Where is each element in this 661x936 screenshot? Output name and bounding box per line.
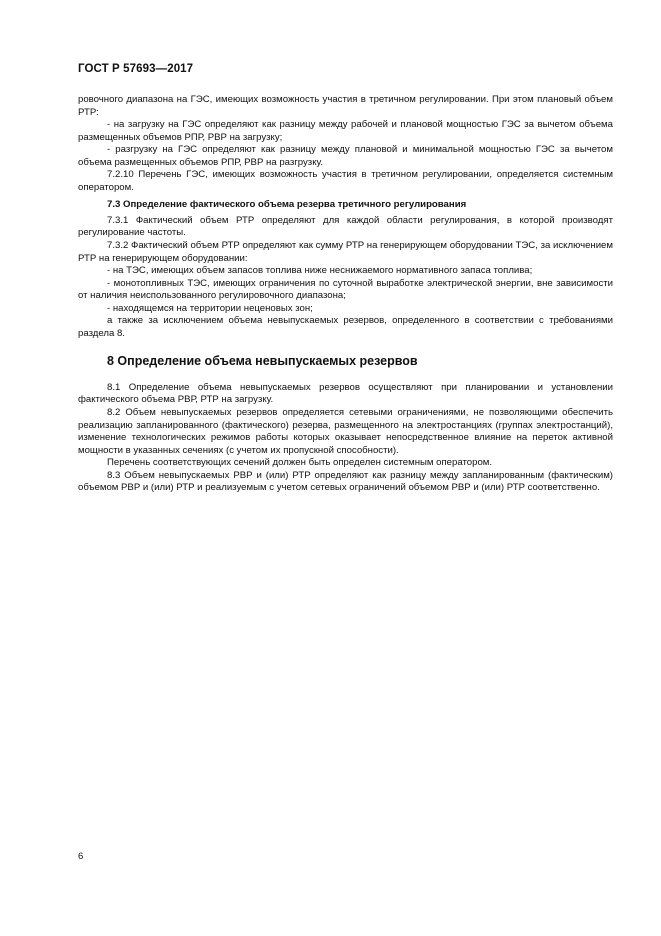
paragraph-7-2-10: 7.2.10 Перечень ГЭС, имеющих возможность участия в третичном регулировании, определяется системным оператором. <box>78 169 613 193</box>
page-number: 6 <box>78 851 84 862</box>
list-item-fuel-reserve: - на ТЭС, имеющих объем запасов топлива ниже неснижаемого нормативного запаса топлива; <box>107 265 533 277</box>
document-body <box>78 94 613 495</box>
paragraph-8-3: 8.3 Объем невыпускаемых РВР и (или) РТР определяют как разницу между запланированным (фактическим) объемом РВР и (или) РТР и реализуемым с учетом сетевых ограничений объемом РВР и (или) РТР соответственно. <box>78 469 613 494</box>
paragraph-sections-list: Перечень соответствующих сечений должен быть определен системным оператором. <box>107 457 493 469</box>
paragraph-exclusion: а также за исключением объема невыпускаемых резервов, определенного в соответствии с требованиями раздела 8. <box>78 315 613 339</box>
list-item-non-price-zones: - находящемся на территории неценовых зон; <box>107 302 313 314</box>
subsection-heading-7-3: 7.3 Определение фактического объема резерва третичного регулирования <box>107 199 467 211</box>
paragraph-8-1: 8.1 Определение объема невыпускаемых резервов осуществляют при планировании и установлении фактического объема РВР, РТР на загрузку. <box>78 381 613 406</box>
list-item-unload: - разгрузку на ГЭС определяют как разницу между плановой и минимальной мощностью ГЭС за вычетом объема размещенных объемов РПР, РВР на разгрузку. <box>78 144 613 168</box>
section-heading-8: 8 Определение объема невыпускаемых резервов <box>107 354 418 369</box>
document-header: ГОСТ Р 57693—2017 <box>78 63 194 75</box>
paragraph-8-2: 8.2 Объем невыпускаемых резервов определяется сетевыми ограничениями, не позволяющими обеспечить реализацию запланированного (фактического) резерва, размещенного на электростанциях (группах электростанций), изменение технологических режимов работы которых оказывает непосредственное влияние на переток активной мощности в указанных сечениях (с учетом их пропускной способности). <box>78 407 613 456</box>
list-item-monofuel: - монотопливных ТЭС, имеющих ограничения по суточной выработке электрической энергии, вне зависимости от наличия неиспользованного регулировочного диапазона; <box>78 277 613 302</box>
paragraph-continued: ровочного диапазона на ГЭС, имеющих возможность участия в третичном регулировании. При этом плановый объем РТР: <box>78 94 613 118</box>
paragraph-7-3-2: 7.3.2 Фактический объем РТР определяют как сумму РТР на генерирующем оборудовании ТЭС, за исключением РТР на генерирующем оборудовании: <box>78 240 613 264</box>
list-item-load: - на загрузку на ГЭС определяют как разницу между рабочей и плановой мощностью ГЭС за вычетом объема размещенных объемов РПР, РВР на загрузку; <box>78 119 613 143</box>
paragraph-7-3-1: 7.3.1 Фактический объем РТР определяют для каждой области регулирования, в которой производят регулирование частоты. <box>78 214 613 239</box>
